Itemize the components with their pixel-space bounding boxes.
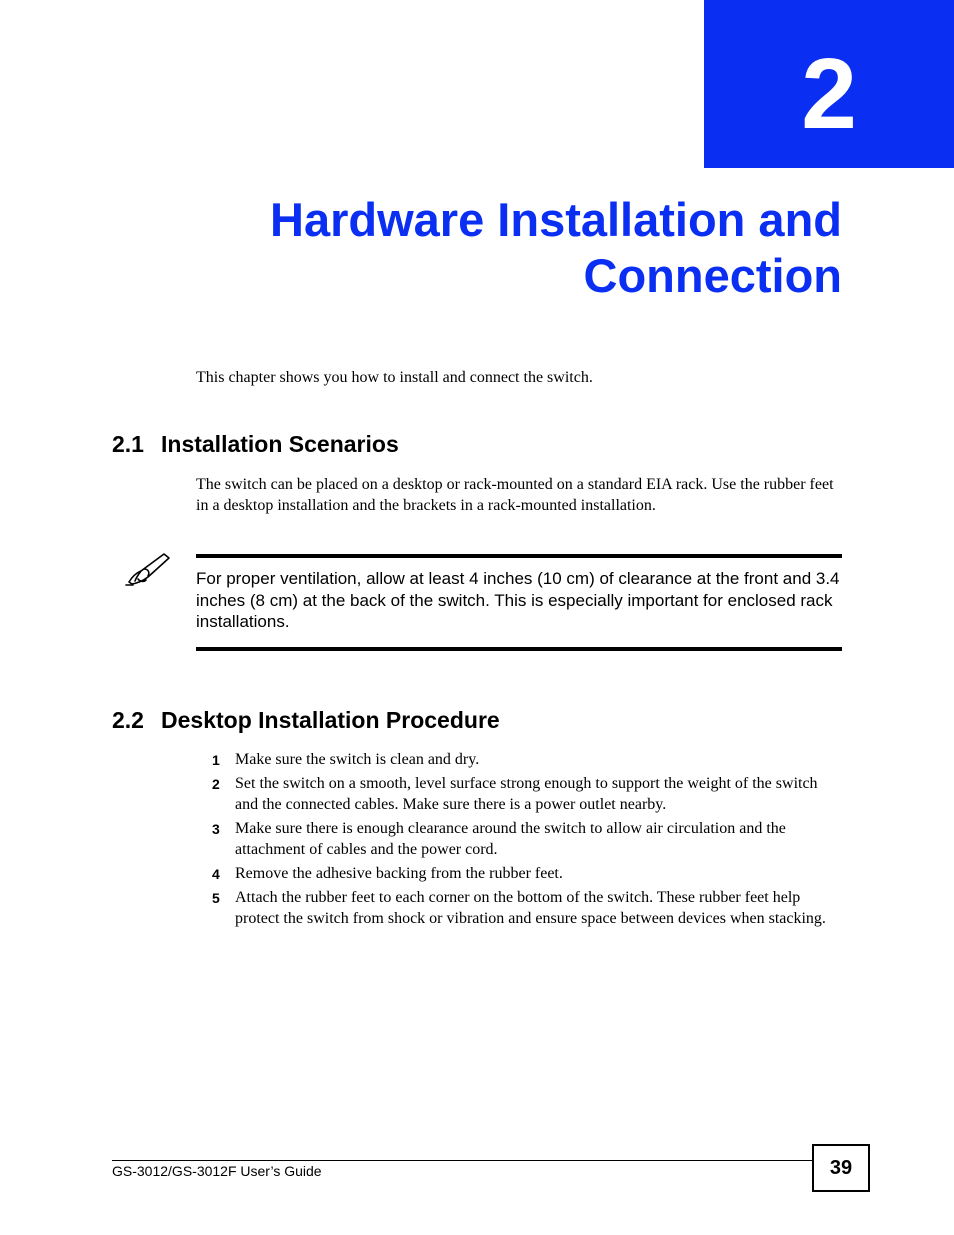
ventilation-note: [196, 554, 842, 651]
note-text: For proper ventilation, allow at least 4 inches (10 cm) of clearance at the front and 3.4 inches (8 cm) at the back of the switch. This is especially important for enclosed rack installations.: [196, 569, 840, 631]
footer-guide-title: GS-3012/GS-3012F User’s Guide: [112, 1163, 322, 1179]
step-number: 1: [212, 752, 220, 768]
list-item: [212, 749, 844, 770]
step-number: 4: [212, 866, 220, 882]
step-text: Make sure the switch is clean and dry.: [235, 751, 480, 768]
writing-hand-icon: [124, 549, 174, 589]
section-title: Desktop Installation Procedure: [161, 707, 500, 733]
chapter-number: 2: [801, 38, 857, 150]
chapter-intro: This chapter shows you how to install and connect the switch.: [196, 369, 593, 386]
step-text: Set the switch on a smooth, level surface strong enough to support the weight of the switch and the connected cables. Make sure there is a power outlet nearby.: [235, 775, 818, 813]
section-paragraph: The switch can be placed on a desktop or rack-mounted on a standard EIA rack. Use the rubber feet in a desktop installation and the brackets in a rack-mounted installation.: [196, 476, 834, 514]
footer-divider: [112, 1160, 812, 1161]
step-text: Make sure there is enough clearance around the switch to allow air circulation and the attachment of cables and the power cord.: [235, 820, 786, 858]
list-item: [212, 773, 844, 815]
section-heading-desktop-installation: [112, 706, 500, 734]
list-item: [212, 863, 844, 884]
step-number: 2: [212, 776, 220, 792]
step-number: 5: [212, 890, 220, 906]
step-number: 3: [212, 821, 220, 837]
chapter-title: [142, 192, 842, 304]
page-number: 39: [812, 1144, 870, 1192]
chapter-number-box: [704, 0, 954, 168]
section-number: 2.1: [112, 431, 144, 457]
section-heading-installation-scenarios: [112, 430, 399, 458]
chapter-title-line2: Connection: [583, 249, 842, 302]
section-title: Installation Scenarios: [161, 431, 399, 457]
list-item: [212, 887, 844, 929]
step-text: Attach the rubber feet to each corner on the bottom of the switch. These rubber feet help protect the switch from shock or vibration and ensure space between devices when stacking.: [235, 889, 826, 927]
list-item: [212, 818, 844, 860]
chapter-title-line1: Hardware Installation and: [270, 193, 842, 246]
installation-steps: [212, 749, 844, 932]
step-text: Remove the adhesive backing from the rubber feet.: [235, 865, 563, 882]
section-number: 2.2: [112, 707, 144, 733]
